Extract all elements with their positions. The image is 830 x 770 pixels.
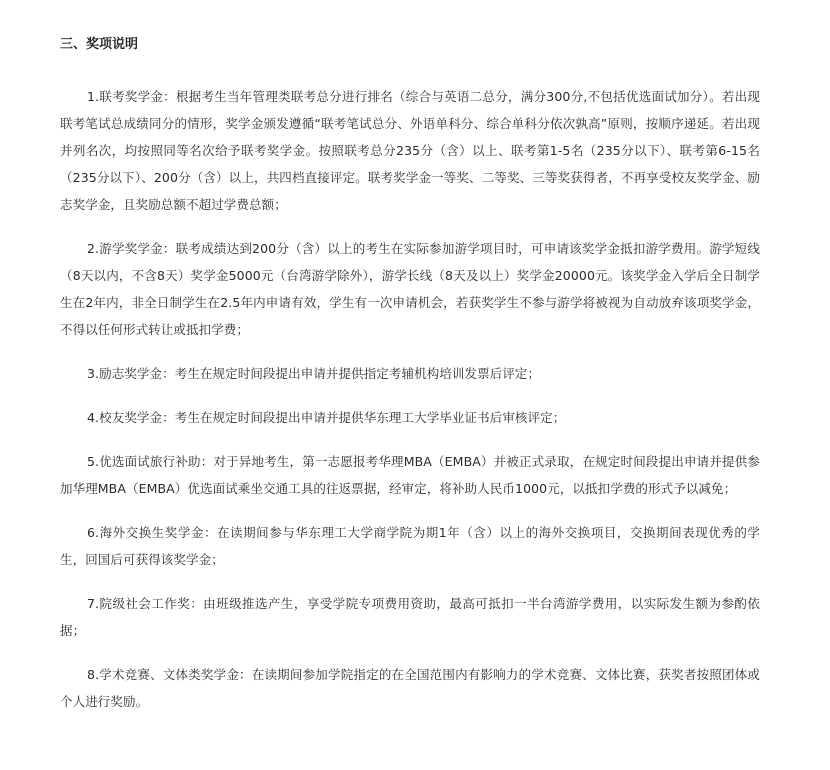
- award-heading: 5.优选面试旅行补助：: [87, 454, 214, 469]
- award-item-3: [60, 360, 760, 387]
- section-title: 三、奖项说明: [60, 37, 139, 52]
- award-item-2: [60, 235, 760, 343]
- award-item-5: [60, 448, 760, 502]
- award-heading: 7.院级社会工作奖：: [87, 596, 204, 611]
- award-heading: 2.游学奖学金：: [87, 241, 176, 256]
- award-body: 根据考生当年管理类联考总分进行排名（综合与英语二总分，满分300分,不包括优选面试加分）。若出现联考笔试总成绩同分的情形，奖学金颁发遵循“联考笔试总分、外语单科分、综合单科分依次孰高”原则，按顺序递延。若出现并列名次，均按照同等名次给予联考奖学金。按照联考总分235分（含）以上、联考第1-5名（235分以下）、联考第6-15名（235分以下）、200分（含）以上，共四档直接评定。联考奖学金一等奖、二等奖、三等奖获得者，不再享受校友奖学金、励志奖学金，且奖励总额不超过学费总额；: [60, 89, 760, 212]
- award-body: 在读期间参加学院指定的在全国范围内有影响力的学术竞赛、文体比赛，获奖者按照团体或个人进行奖励。: [60, 667, 760, 709]
- award-heading: 3.励志奖学金：: [87, 366, 175, 381]
- award-body: 对于异地考生，第一志愿报考华理MBA（EMBA）并被正式录取，在规定时间段提出申请并提供参加华理MBA（EMBA）优选面试乘坐交通工具的往返票据，经审定，将补助人民币1000元，以抵扣学费的形式予以减免；: [60, 454, 760, 496]
- award-heading: 8.学术竞赛、文体类奖学金：: [87, 667, 252, 682]
- award-item-7: [60, 590, 760, 644]
- award-item-4: [60, 404, 760, 431]
- award-body: 由班级推选产生，享受学院专项费用资助，最高可抵扣一半台湾游学费用，以实际发生额为参酌依据；: [60, 596, 760, 638]
- award-body: 考生在规定时间段提出申请并提供指定考辅机构培训发票后评定；: [174, 366, 541, 381]
- award-heading: 1.联考奖学金：: [87, 89, 176, 104]
- award-heading: 4.校友奖学金：: [87, 410, 175, 425]
- award-list: [60, 83, 760, 715]
- award-item-8: [60, 661, 760, 715]
- award-body: 在读期间参与华东理工大学商学院为期1年（含）以上的海外交换项目，交换期间表现优秀的学生，回国后可获得该奖学金；: [60, 525, 760, 567]
- award-item-1: [60, 83, 760, 218]
- award-item-6: [60, 519, 760, 573]
- award-body: 考生在规定时间段提出申请并提供华东理工大学毕业证书后审核评定；: [174, 410, 566, 425]
- award-heading: 6.海外交换生奖学金：: [87, 525, 217, 540]
- award-body: 联考成绩达到200分（含）以上的考生在实际参加游学项目时，可申请该奖学金抵扣游学费用。游学短线（8天以内，不含8天）奖学金5000元（台湾游学除外），游学长线（8天及以上）奖学金20000元。该奖学金入学后全日制学生在2年内，非全日制学生在2.5年内申请有效，学生有一次申请机会，若获奖学生不参与游学将被视为自动放弃该项奖学金，不得以任何形式转让或抵扣学费；: [60, 241, 760, 337]
